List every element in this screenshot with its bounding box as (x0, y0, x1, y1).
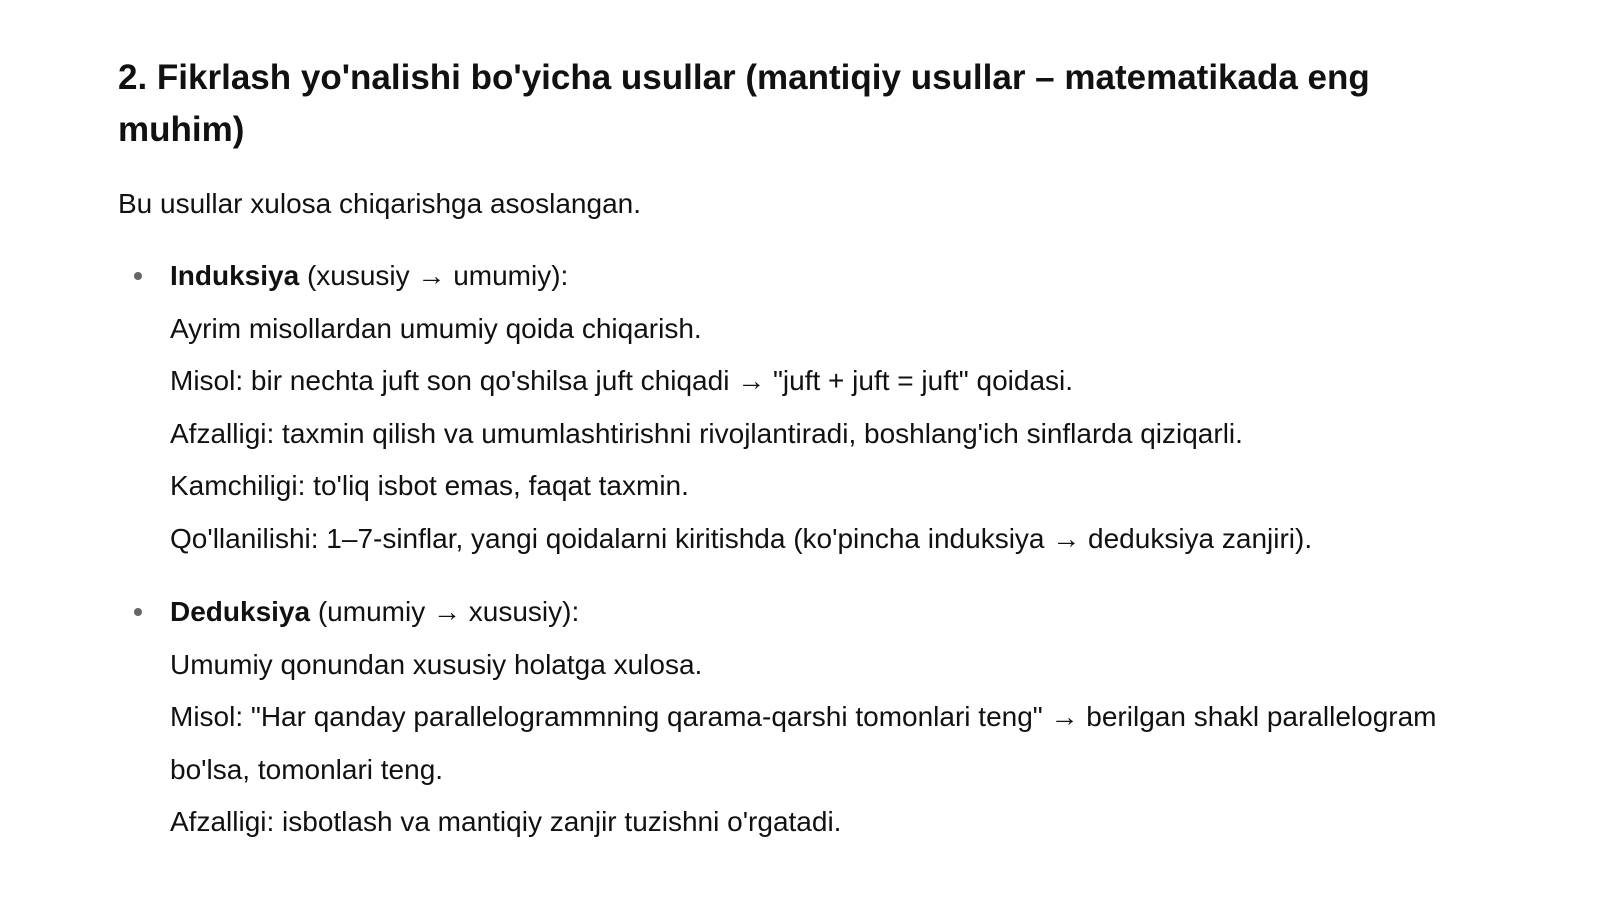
method-title-line (170, 586, 1498, 639)
intro-paragraph: Bu usullar xulosa chiqarishga asoslangan. (118, 188, 641, 219)
method-line: Qo'llanilishi: 1–7-sinflar, yangi qoidalarni kiritishda (ko'pincha induksiya → deduksiya zanjiri). (170, 522, 1313, 554)
method-line: Kamchiligi: to'liq isbot emas, faqat taxmin. (170, 470, 689, 501)
method-line: Misol: bir nechta juft son qo'shilsa juft chiqadi → "juft + juft = juft" qoidasi. (170, 365, 1074, 396)
list-item-deduksiya (118, 586, 1498, 849)
method-title-line (170, 250, 1498, 303)
bullet-icon (134, 272, 142, 280)
bullet-icon (134, 608, 142, 616)
list-item-induksiya (118, 250, 1498, 565)
method-line: Umumiy qonundan xususiy holatga xulosa. (170, 648, 703, 680)
method-line: Afzalligi: taxmin qilish va umumlashtirishni rivojlantiradi, boshlang'ich sinflarda qiziqarli. (170, 417, 1243, 449)
method-line: Misol: "Har qanday parallelogrammning qarama-qarshi tomonlari teng" → berilgan shakl parallelogram bo'lsa, tomonlari teng. (170, 701, 1437, 785)
methods-list (118, 250, 1498, 849)
method-title: Induksiya (170, 260, 300, 291)
method-subtitle: (umumiy → xususiy): (310, 596, 580, 627)
method-title: Deduksiya (170, 596, 311, 627)
method-line: Ayrim misollardan umumiy qoida chiqarish. (170, 312, 702, 344)
method-subtitle: (xususiy → umumiy): (299, 260, 569, 291)
method-line: Afzalligi: isbotlash va mantiqiy zanjir tuzishni o'rgatadi. (170, 806, 842, 837)
document-content (118, 52, 1498, 870)
section-heading: 2. Fikrlash yo'nalishi bo'yicha usullar (mantiqiy usullar – matematikada eng muhim) (118, 58, 1370, 149)
